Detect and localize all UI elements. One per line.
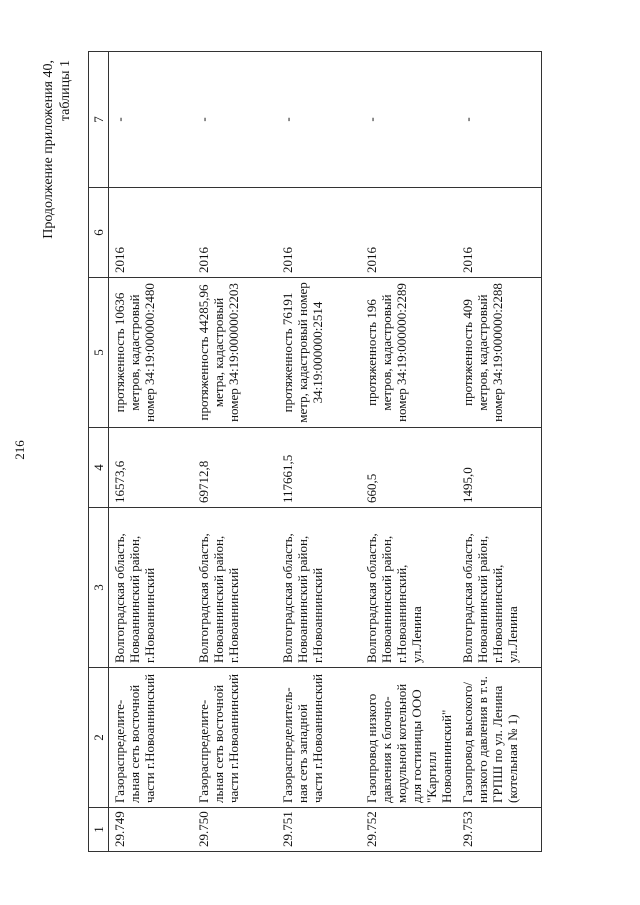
column-header: 5 — [89, 278, 109, 428]
table-row — [457, 52, 542, 852]
object-value: 16573,6 — [109, 428, 194, 508]
object-name: Газораспределитель-ная сеть западной части г.Новоаннинский — [277, 668, 361, 808]
column-header: 6 — [89, 188, 109, 278]
object-description: протяженность 409 метров, кадастровый номер 34:19:000000:2288 — [457, 278, 542, 428]
row-number: 29.752 — [361, 808, 457, 852]
object-extra: - — [193, 52, 277, 188]
table-row — [109, 52, 194, 852]
object-address: Волгоградская область, Новоаннинский район, г.Новоаннинский — [277, 508, 361, 668]
column-header: 4 — [89, 428, 109, 508]
rotated-page-content — [40, 52, 600, 852]
object-year: 2016 — [193, 188, 277, 278]
row-number: 29.749 — [109, 808, 194, 852]
object-address: Волгоградская область, Новоаннинский район, г.Новоаннинский, ул.Ленина — [361, 508, 457, 668]
object-description: протяженность 196 метров, кадастровый номер 34:19:000000:2289 — [361, 278, 457, 428]
object-value: 1495,0 — [457, 428, 542, 508]
object-address: Волгоградская область, Новоаннинский район, г.Новоаннинский — [109, 508, 194, 668]
object-name: Газораспределите-льная сеть восточной части г.Новоаннинский — [193, 668, 277, 808]
object-year: 2016 — [361, 188, 457, 278]
object-year: 2016 — [277, 188, 361, 278]
object-year: 2016 — [457, 188, 542, 278]
object-description: протяженность 44285,96 метра, кадастровый номер 34:19:000000:2203 — [193, 278, 277, 428]
column-header: 7 — [89, 52, 109, 188]
column-header: 2 — [89, 668, 109, 808]
registry-table — [88, 51, 542, 852]
object-name: Газопровод высокого/ низкого давления в т.ч. ГРПШ по ул. Ленина (котельная № 1) — [457, 668, 542, 808]
caption-line-2: таблицы 1 — [58, 60, 73, 122]
object-extra: - — [109, 52, 194, 188]
object-value: 660,5 — [361, 428, 457, 508]
row-number: 29.753 — [457, 808, 542, 852]
object-name: Газопровод низкого давления к блочно-модульной котельной для гостиницы ООО "Каргилл Новоаннинский" — [361, 668, 457, 808]
column-header: 1 — [89, 808, 109, 852]
object-name: Газораспределите-льная сеть восточной части г.Новоаннинский — [109, 668, 194, 808]
object-description: протяженность 10636 метров, кадастровый номер 34:19:000000:2480 — [109, 278, 194, 428]
object-value: 117661,5 — [277, 428, 361, 508]
row-number: 29.750 — [193, 808, 277, 852]
object-extra: - — [457, 52, 542, 188]
object-description: протяженность 76191 метр, кадастровый номер 34:19:000000:2514 — [277, 278, 361, 428]
object-value: 69712,8 — [193, 428, 277, 508]
column-header-row — [89, 52, 109, 852]
column-header: 3 — [89, 508, 109, 668]
page-number: 216 — [12, 440, 27, 460]
object-year: 2016 — [109, 188, 194, 278]
table-row — [277, 52, 361, 852]
table-row — [361, 52, 457, 852]
object-extra: - — [277, 52, 361, 188]
object-extra: - — [361, 52, 457, 188]
appendix-caption — [40, 60, 74, 320]
row-number: 29.751 — [277, 808, 361, 852]
table-row — [193, 52, 277, 852]
object-address: Волгоградская область, Новоаннинский район, г.Новоаннинский — [193, 508, 277, 668]
caption-line-1: Продолжение приложения 40, — [41, 60, 56, 239]
object-address: Волгоградская область, Новоаннинский район, г.Новоаннинский, ул.Ленина — [457, 508, 542, 668]
